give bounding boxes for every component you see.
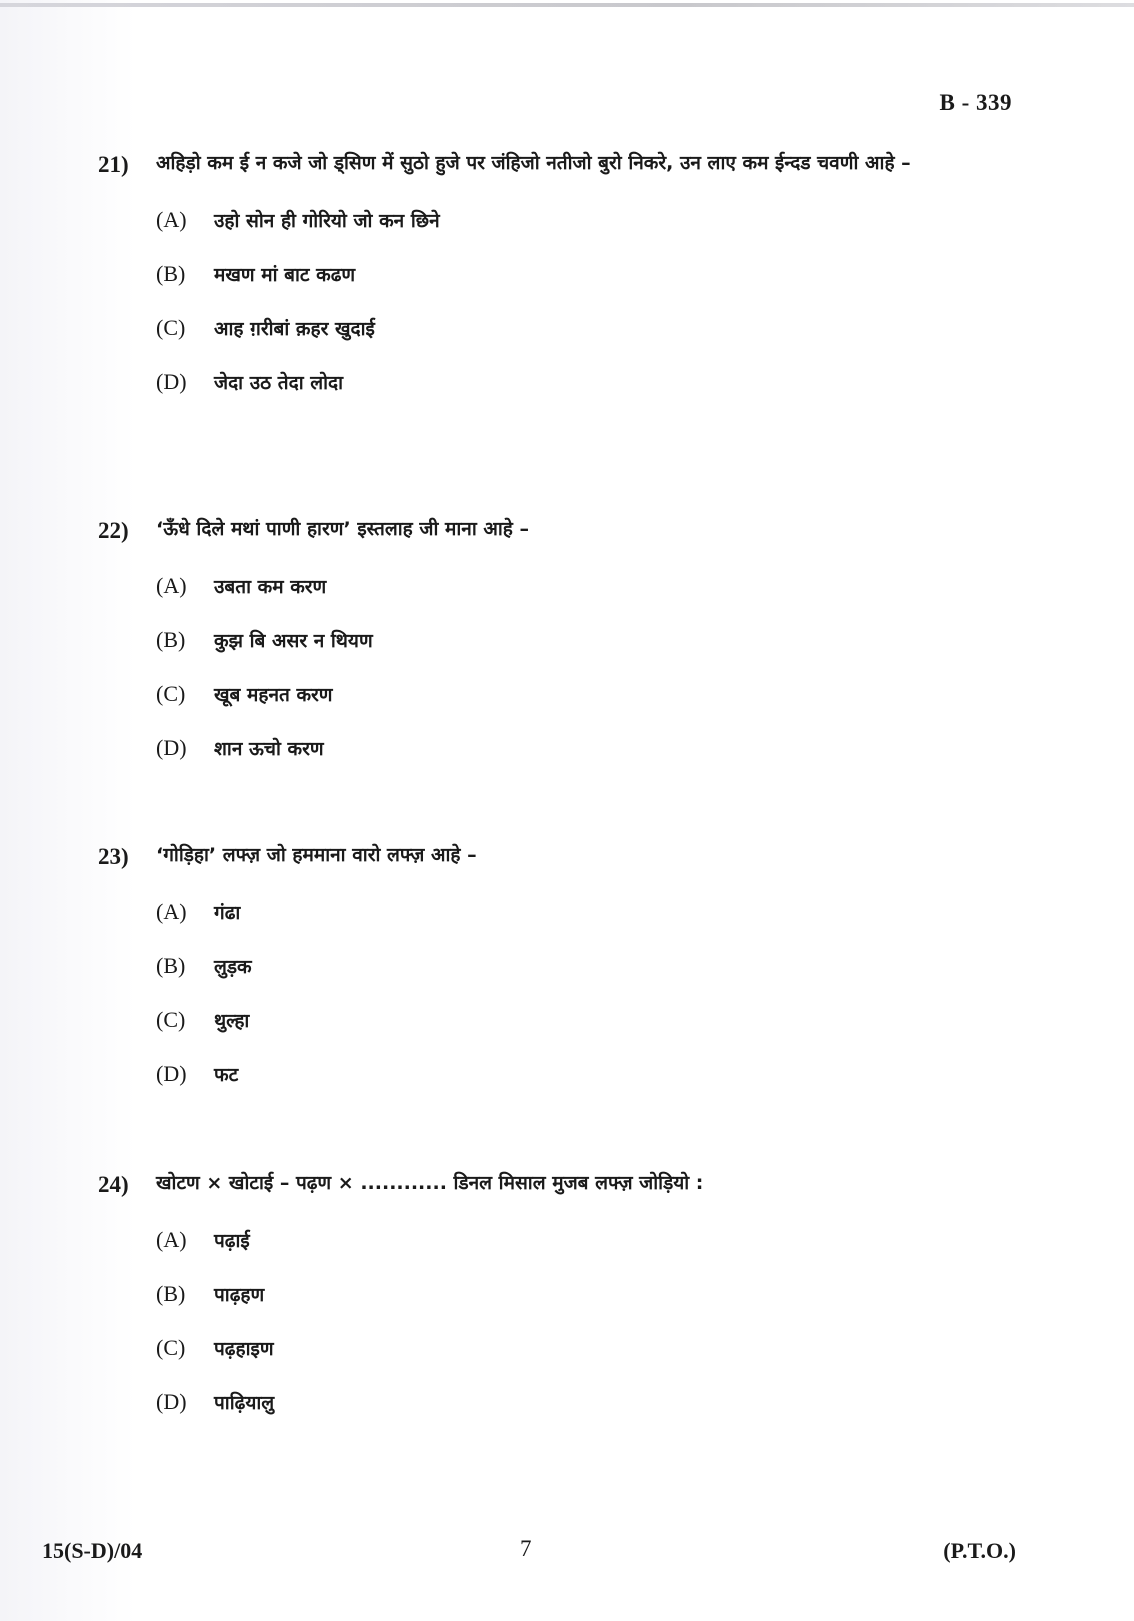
question-text: अहिड़ो कम ई न कजे जो ड्सिण में सुठो हुजे पर जंहिजो नतीजो बुरो निकरे, उन लाए कम ईन्दड चवणी आहे – [156, 152, 911, 174]
option-text: गंढा [214, 902, 241, 924]
option-text: पाढ़ियालु [214, 1392, 275, 1414]
option-c [156, 993, 978, 1047]
option-b [156, 1267, 978, 1321]
option-text: शान ऊचो करण [214, 738, 324, 760]
option-d [156, 721, 978, 775]
option-text: उबता कम करण [214, 576, 327, 598]
options-list [156, 193, 978, 409]
top-edge-rule [0, 3, 1134, 7]
please-turn-over: (P.T.O.) [943, 1538, 1016, 1563]
option-text: थुल्हा [214, 1010, 250, 1032]
option-text: फट [214, 1064, 239, 1086]
option-text: पाढ़हण [214, 1284, 265, 1306]
question-24 [98, 1170, 978, 1429]
option-d [156, 1047, 978, 1101]
option-d [156, 1375, 978, 1429]
option-b [156, 613, 978, 667]
option-b [156, 247, 978, 301]
option-a [156, 1213, 978, 1267]
option-letter: (B) [156, 953, 186, 978]
option-text: जेदा उठ तेदा लोदा [214, 372, 344, 394]
option-letter: (B) [156, 261, 186, 286]
option-letter: (D) [156, 1389, 187, 1414]
options-list [156, 559, 978, 775]
option-text: आह ग़रीबां क़हर खुदाई [214, 318, 375, 340]
question-22 [98, 516, 978, 775]
option-letter: (A) [156, 573, 187, 598]
option-a [156, 559, 978, 613]
option-letter: (D) [156, 369, 187, 394]
option-letter: (D) [156, 735, 187, 760]
question-number: 23) [98, 844, 129, 869]
question-text: ‘ऊँधे दिले मथां पाणी हारण’ इस्तलाह जी माना आहे – [156, 518, 529, 540]
question-21 [98, 150, 978, 409]
footer-paper-code: 15(S-D)/04 [42, 1538, 143, 1563]
option-text: मखण मां बाट कढण [214, 264, 356, 286]
option-text: पढ़ाई [214, 1230, 250, 1252]
option-d [156, 355, 978, 409]
question-23 [98, 842, 978, 1101]
option-letter: (D) [156, 1061, 187, 1086]
page-number: 7 [520, 1536, 532, 1561]
option-b [156, 939, 978, 993]
option-letter: (B) [156, 627, 186, 652]
option-letter: (A) [156, 1227, 187, 1252]
options-list [156, 1213, 978, 1429]
paper-code: B - 339 [939, 90, 1012, 115]
option-letter: (C) [156, 1007, 186, 1032]
option-text: कुझ बि असर न थियण [214, 630, 373, 652]
option-text: लुड़क [214, 956, 252, 978]
option-letter: (A) [156, 207, 187, 232]
question-text: ‘गोड़िहा’ लफ्ज़ जो हममाना वारो लफ्ज़ आहे – [156, 844, 477, 866]
question-number: 22) [98, 518, 129, 543]
option-c [156, 667, 978, 721]
question-number: 21) [98, 152, 129, 177]
question-text: खोटण × खोटाई – पढ़ण × ............ डिनल मिसाल मुजब लफ्ज़ जोड़ियो : [156, 1172, 704, 1194]
option-letter: (B) [156, 1281, 186, 1306]
options-list [156, 885, 978, 1101]
option-c [156, 301, 978, 355]
option-letter: (A) [156, 899, 187, 924]
option-a [156, 885, 978, 939]
option-text: उहो सोन ही गोरियो जो कन छिने [214, 210, 440, 232]
option-letter: (C) [156, 315, 186, 340]
option-letter: (C) [156, 1335, 186, 1360]
option-a [156, 193, 978, 247]
option-c [156, 1321, 978, 1375]
option-text: पढ़हाइण [214, 1338, 274, 1360]
option-text: खूब महनत करण [214, 684, 333, 706]
option-letter: (C) [156, 681, 186, 706]
question-number: 24) [98, 1172, 129, 1197]
